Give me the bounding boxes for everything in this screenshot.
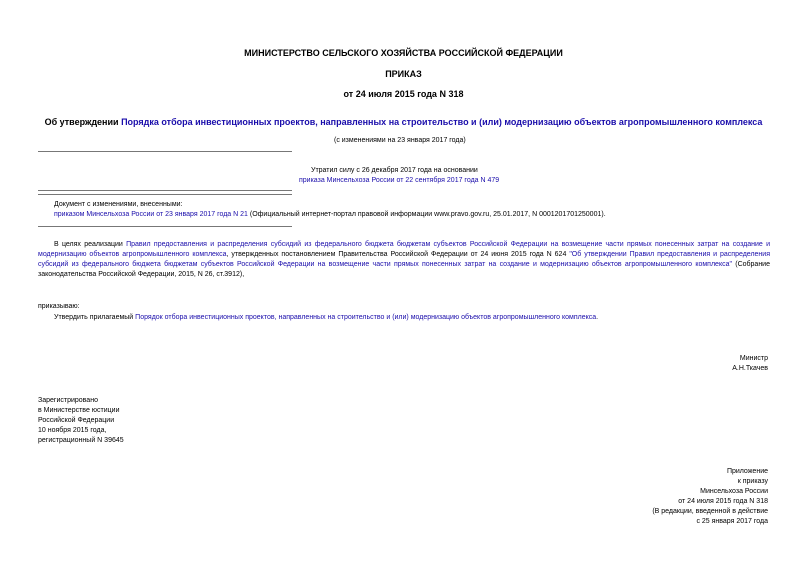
divider [38, 194, 292, 195]
preamble-text: (Собрание законодательства Российской Федерации, 2015, N 26, ст.3912), [38, 261, 770, 278]
expiry-link[interactable]: приказа Минсельхоза России от 22 сентября 2017 года N 479 [299, 177, 500, 184]
amendments-line [54, 210, 606, 220]
preamble-text: В целях реализации [54, 241, 127, 248]
divider [38, 226, 292, 227]
title-prefix: Об утверждении [44, 117, 122, 127]
appendix-line: Приложение [726, 468, 768, 475]
appendix-line: от 24 июля 2015 года N 318 [678, 498, 768, 505]
order-command: приказываю: [38, 303, 80, 310]
preamble-text: , утвержденных постановлением Правительства Российской Федерации от 24 июня 2015 года N 624 [226, 251, 570, 258]
approve-line [54, 313, 598, 323]
signature-title: Министр [739, 355, 768, 362]
approve-prefix: Утвердить прилагаемый [54, 314, 136, 321]
doc-date-number: от 24 июля 2015 года N 318 [343, 89, 464, 99]
doc-type-heading: ПРИКАЗ [385, 69, 422, 79]
approve-suffix: . [596, 314, 599, 321]
amendments-intro: Документ с изменениями, внесенными: [54, 201, 183, 208]
rules-link[interactable]: Правил предоставления и распределения субсидий из федерального бюджета бюджетам субъектов Российской Федерации на возмещение части прямых понесенных затрат на создание и модернизацию объектов агропромышленного комплекса [38, 241, 770, 258]
preamble-paragraph [38, 240, 770, 280]
appendix-line: к приказу [737, 478, 768, 485]
registration-line: в Министерстве юстиции [38, 407, 120, 414]
appendix-line: (В редакции, введенной в действие [652, 508, 768, 515]
resolution-link[interactable]: "Об утверждении Правил предоставления и распределения субсидий из федерального бюджета бюджетам субъектов Российской Федерации на возмещение части прямых понесенных затрат на создание и модернизацию объектов агропромышленного комплекса" [38, 251, 770, 268]
registration-block [38, 396, 124, 446]
amendments-tail: (Официальный интернет-портал правовой информации www.pravo.gov.ru, 25.01.2017, N 0001201701250001). [247, 211, 606, 218]
changes-note: (с изменениями на 23 января 2017 года) [334, 137, 466, 144]
registration-line: Российской Федерации [38, 417, 115, 424]
expiry-text: Утратил силу с 26 декабря 2017 года на основании [311, 167, 478, 174]
appendix-block [652, 467, 768, 527]
document-title [0, 116, 807, 128]
signature-name: А.Н.Ткачев [732, 365, 768, 372]
registration-line: регистрационный N 39645 [38, 437, 124, 444]
registration-line: 10 ноября 2015 года, [38, 427, 107, 434]
title-link[interactable]: Порядка отбора инвестиционных проектов, направленных на строительство и (или) модернизацию объектов агропромышленного комплекса [121, 117, 763, 127]
amendments-link[interactable]: приказом Минсельхоза России от 23 января 2017 года N 21 [54, 211, 248, 218]
divider [38, 151, 292, 152]
procedure-link[interactable]: Порядок отбора инвестиционных проектов, направленных на строительство и (или) модернизацию объектов агропромышленного комплекса [135, 314, 597, 321]
registration-line: Зарегистрировано [38, 397, 98, 404]
divider [38, 190, 292, 191]
appendix-line: с 25 января 2017 года [696, 518, 768, 525]
ministry-heading: МИНИСТЕРСТВО СЕЛЬСКОГО ХОЗЯЙСТВА РОССИЙСКОЙ ФЕДЕРАЦИИ [244, 48, 563, 58]
appendix-line: Минсельхоза России [700, 488, 768, 495]
